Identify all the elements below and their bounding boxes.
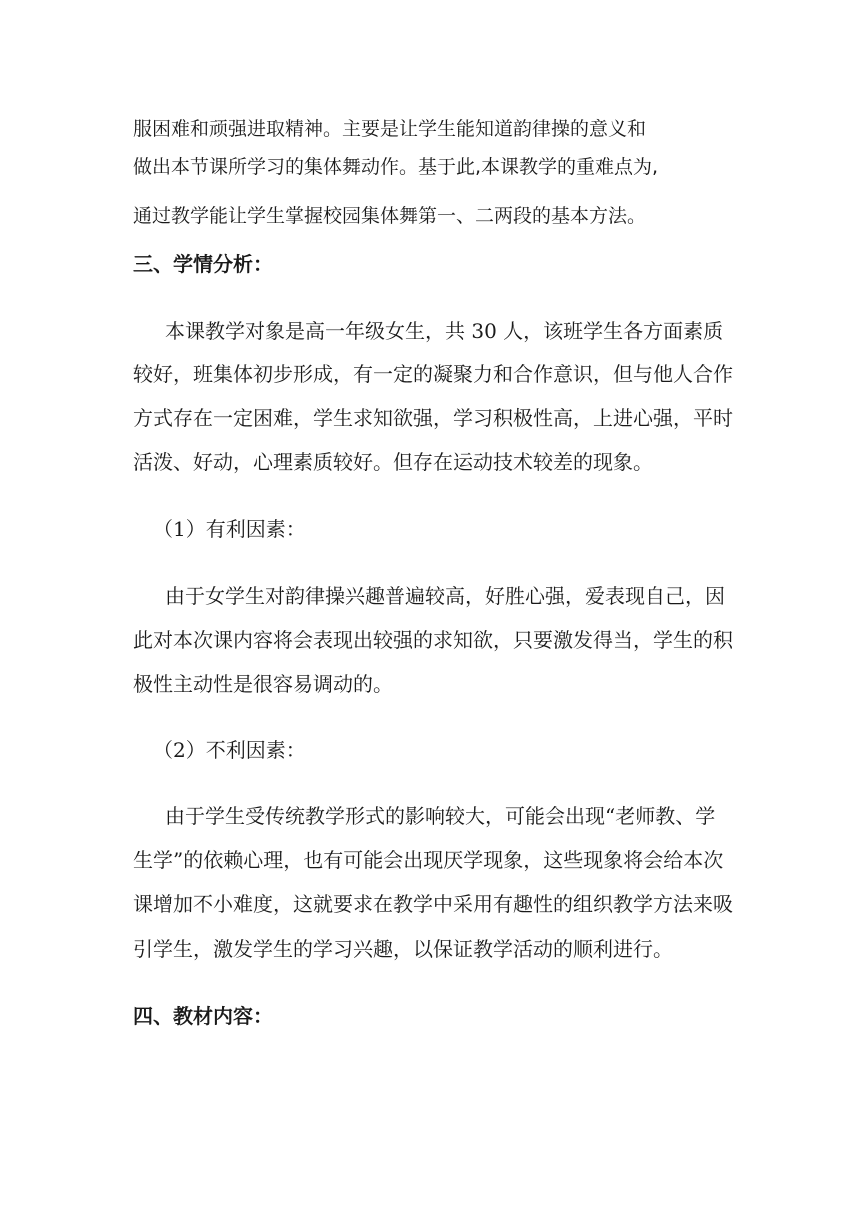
favorable-para-line-2: 此对本次课内容将会表现出较强的求知欲，只要激发得当，学生的积 [133,628,733,652]
unfavorable-para-line-2: 生学”的依赖心理，也有可能会出现厌学现象，这些现象将会给本次 [133,848,724,872]
unfavorable-para-line-4: 引学生，激发学生的学习兴趣，以保证教学活动的顺利进行。 [133,937,673,961]
favorable-para-line-3: 极性主动性是很容易调动的。 [133,672,393,696]
section3-para-line-3: 方式存在一定困难，学生求知欲强，学习积极性高，上进心强，平时 [133,406,733,430]
section4-heading: 四、教材内容： [133,1004,273,1028]
section3-para-line-4: 活泼、好动，心理素质较好。但存在运动技术较差的现象。 [133,450,653,474]
intro-line-3: 通过教学能让学生掌握校园集体舞第一、二两段的基本方法。 [133,205,647,227]
intro-line-1: 服困难和顽强进取精神。主要是让学生能知道韵律操的意义和 [133,118,647,140]
favorable-label: （1）有利因素： [153,517,306,541]
unfavorable-label: （2）不利因素： [153,738,306,762]
unfavorable-para-line-3: 课增加不小难度，这就要求在教学中采用有趣性的组织教学方法来吸 [133,892,733,916]
section3-heading: 三、学情分析： [133,252,273,276]
section3-para-line-1: 本课教学对象是高一年级女生，共 30 人，该班学生各方面素质 [165,319,724,343]
intro-line-2: 做出本节课所学习的集体舞动作。基于此,本课教学的重难点为, [133,156,659,178]
favorable-para-line-1: 由于女学生对韵律操兴趣普遍较高，好胜心强，爱表现自己，因 [165,584,725,608]
unfavorable-para-line-1: 由于学生受传统教学形式的影响较大，可能会出现“老师教、学 [165,804,716,828]
section3-para-line-2: 较好，班集体初步形成，有一定的凝聚力和合作意识，但与他人合作 [133,362,733,386]
